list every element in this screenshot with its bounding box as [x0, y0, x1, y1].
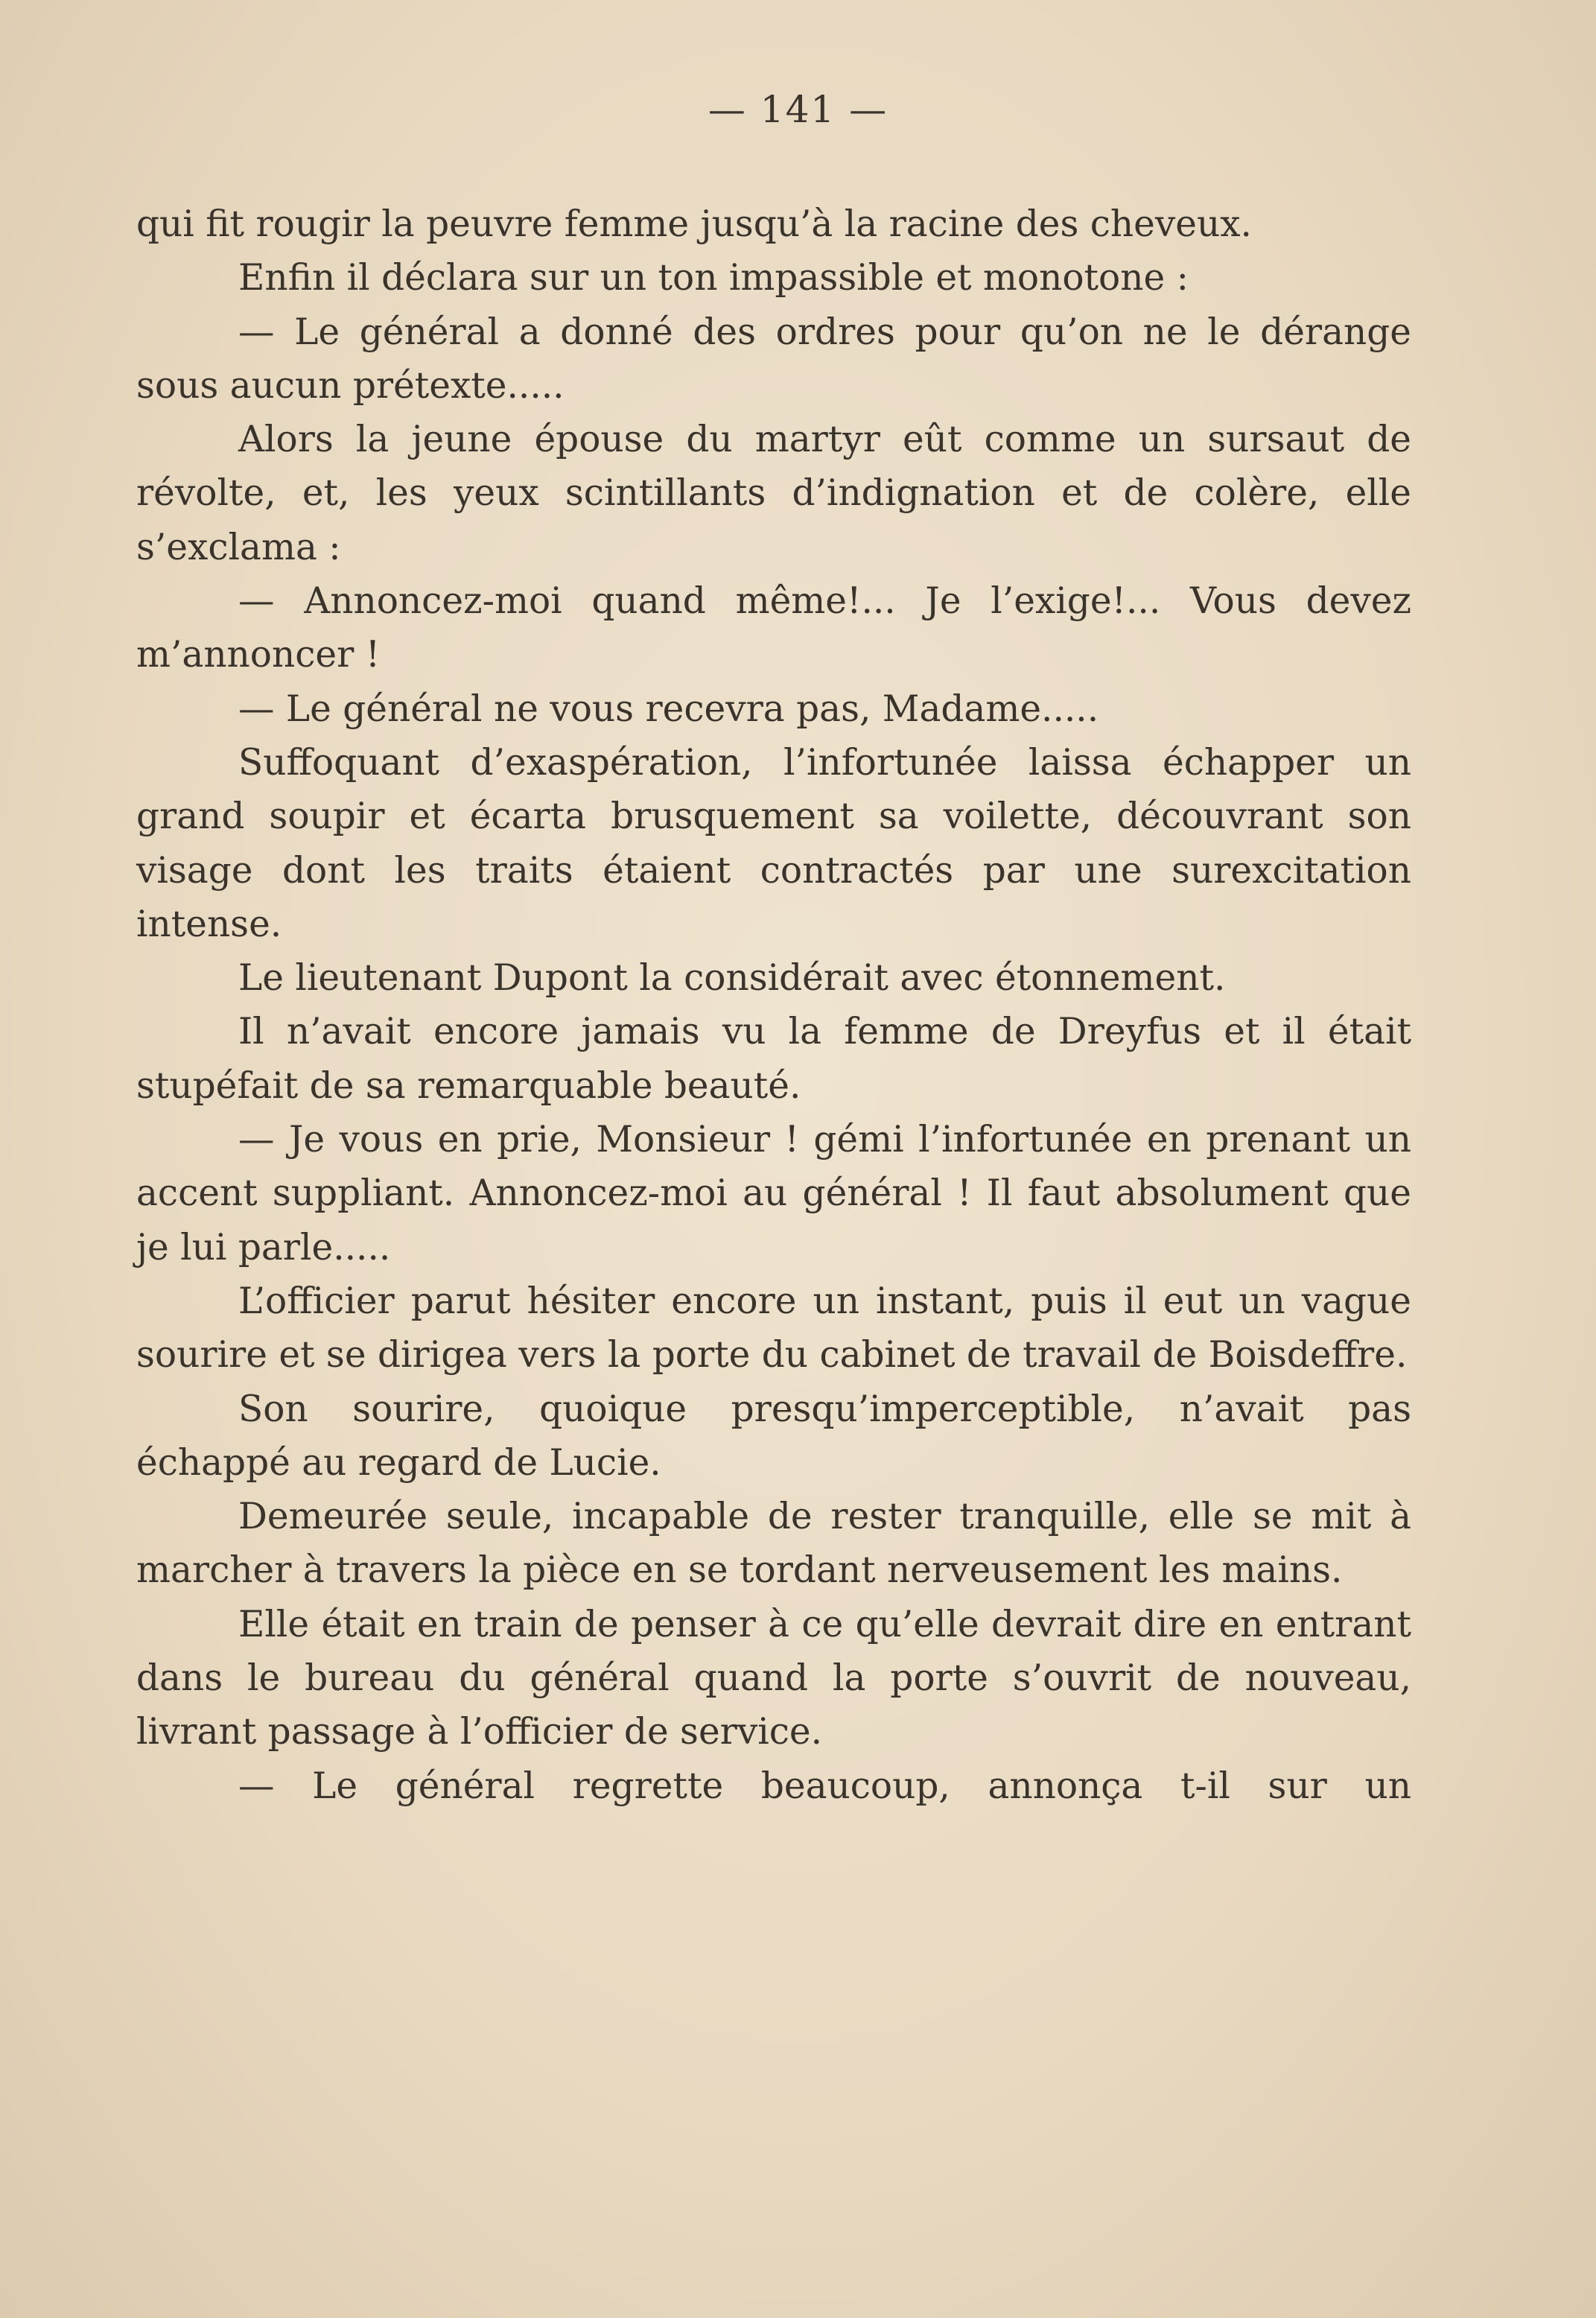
paragraph: — Le général a donné des ordres pour qu’on ne le dérange sous aucun prétexte.....: [136, 311, 1411, 407]
page-number: — 141 —: [708, 88, 888, 131]
paragraph: Demeurée seule, incapable de rester tranquille, elle se mit à marcher à travers la pièce en se tordant nerveusement les mains.: [136, 1496, 1411, 1592]
paragraph: — Le général ne vous recevra pas, Madame.....: [238, 688, 1099, 730]
paragraph: Il n’avait encore jamais vu la femme de Dreyfus et il était stupéfait de sa remarquable beauté.: [136, 1011, 1411, 1107]
paragraph: L’officier parut hésiter encore un instant, puis il eut un vague sourire et se dirigea vers la porte du cabinet de travail de Boisdeffre.: [136, 1280, 1411, 1376]
paragraph: — Annoncez-moi quand même!... Je l’exige!... Vous devez m’annoncer !: [136, 580, 1411, 676]
paragraph: Son sourire, quoique presqu’imperceptible, n’avait pas échappé au regard de Lucie.: [136, 1388, 1411, 1484]
paragraph: qui fit rougir la peuvre femme jusqu’à la racine des cheveux.: [136, 203, 1252, 245]
paragraph: Enfin il déclara sur un ton impassible et monotone :: [238, 257, 1189, 299]
paragraph: Le lieutenant Dupont la considérait avec étonnement.: [238, 957, 1226, 1000]
paragraph: — Le général regrette beaucoup, annonça t-il sur un: [238, 1765, 1411, 1807]
paragraph: — Je vous en prie, Monsieur ! gémi l’infortunée en prenant un accent suppliant. Annoncez-moi au général ! Il faut absolument que je lui parle.....: [136, 1119, 1411, 1268]
paragraph: Suffoquant d’exaspération, l’infortunée laissa échapper un grand soupir et écarta brusquement sa voilette, découvrant son visage dont les traits étaient contractés par une surexcitation intense.: [136, 741, 1411, 945]
paragraph: Elle était en train de penser à ce qu’elle devrait dire en entrant dans le bureau du général quand la porte s’ouvrit de nouveau, livrant passage à l’officier de service.: [136, 1603, 1411, 1753]
paragraph: Alors la jeune épouse du martyr eût comme un sursaut de révolte, et, les yeux scintillants d’indignation et de colère, elle s’exclama :: [136, 419, 1411, 568]
body-text: [136, 197, 1411, 1813]
